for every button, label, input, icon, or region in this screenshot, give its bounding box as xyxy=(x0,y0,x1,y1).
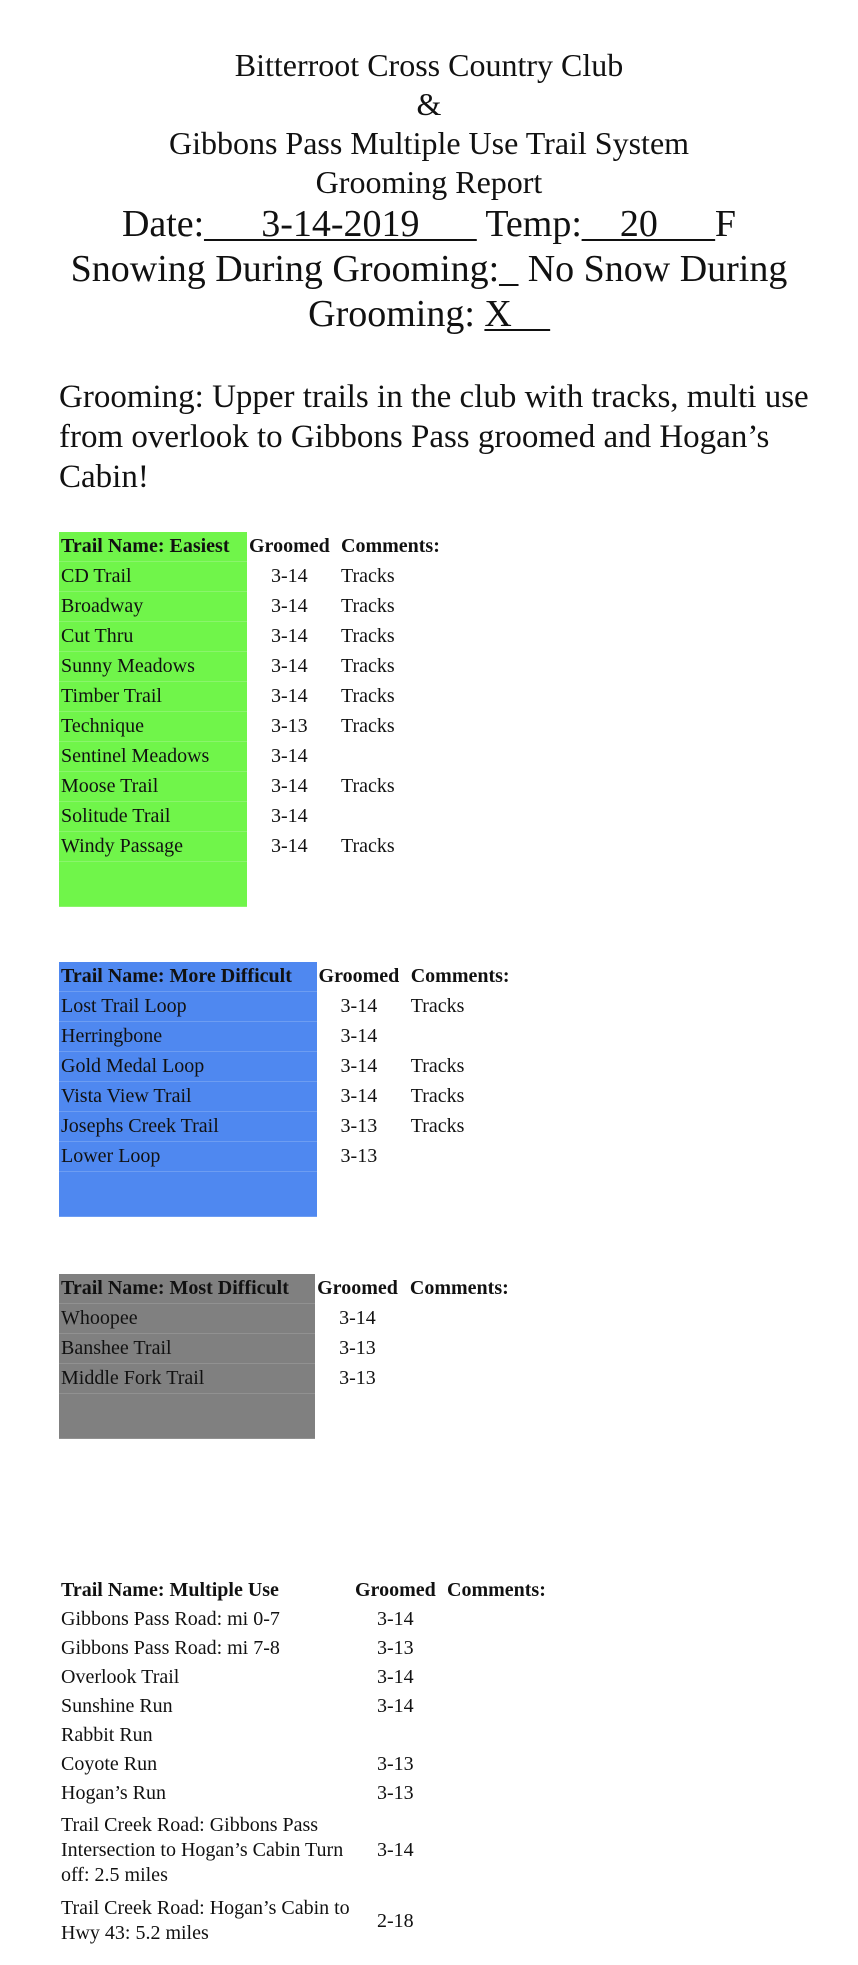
header-trail-name: Trail Name: More Difficult xyxy=(59,962,317,992)
trail-comment: Tracks xyxy=(410,1115,465,1137)
groomed-date: 3-14 xyxy=(271,685,308,707)
table-row xyxy=(59,1721,579,1750)
table-row xyxy=(59,1892,579,1950)
header-comments: Comments: xyxy=(447,1579,546,1601)
table-row xyxy=(59,562,479,592)
empty-cell xyxy=(59,862,247,907)
trail-comment xyxy=(445,1605,579,1634)
table-row xyxy=(59,1334,539,1364)
temp-unit: F xyxy=(714,203,737,245)
trail-comment xyxy=(408,1364,539,1394)
trail-comment: Tracks xyxy=(410,1085,465,1107)
table-row xyxy=(59,1692,579,1721)
trail-system-name: Gibbons Pass Multiple Use Trail System xyxy=(168,125,690,161)
trail-comment: Tracks xyxy=(341,655,395,677)
no-snow-value: X_ xyxy=(484,293,531,335)
trail-name: Trail Creek Road: Hogan’s Cabin to Hwy 43: 5.2 miles xyxy=(61,1897,350,1944)
table-row xyxy=(59,592,479,622)
table-row xyxy=(59,652,479,682)
trail-name: Whoopee xyxy=(59,1304,315,1334)
snowing-label: Snowing During Grooming: xyxy=(70,248,500,290)
snow-line xyxy=(0,247,858,292)
groomed-date: 3-14 xyxy=(377,1608,414,1630)
table-row xyxy=(59,992,539,1022)
groomed-date: 3-13 xyxy=(339,1337,376,1359)
table-header-row xyxy=(59,532,479,562)
date-temp-line xyxy=(0,202,858,247)
groomed-date: 3-13 xyxy=(377,1753,414,1775)
groomed-date: 3-14 xyxy=(271,625,308,647)
groomed-date: 3-14 xyxy=(271,805,308,827)
snowing-value: _ xyxy=(499,248,519,290)
header-trail-name: Trail Name: Easiest xyxy=(59,532,247,562)
groomed-date: 3-13 xyxy=(340,1145,378,1167)
most-difficult-trails-table xyxy=(59,1274,539,1439)
trail-comment xyxy=(409,1022,539,1052)
multiple-use-trails-table xyxy=(59,1576,579,1950)
groomed-date: 3-14 xyxy=(339,1307,376,1329)
trail-name: Sentinel Meadows xyxy=(59,742,247,772)
groomed-date: 3-14 xyxy=(377,1838,414,1861)
trail-name: Josephs Creek Trail xyxy=(59,1112,317,1142)
header-comments: Comments: xyxy=(410,965,510,988)
table-row xyxy=(59,1605,579,1634)
easiest-trails-table xyxy=(59,532,479,907)
groomed-date: 3-13 xyxy=(377,1637,414,1659)
trail-name: Rabbit Run xyxy=(61,1724,153,1746)
trail-comment xyxy=(445,1892,579,1950)
trail-comment xyxy=(408,1334,539,1364)
groomed-date: 3-14 xyxy=(271,835,308,857)
groomed-date: 3-14 xyxy=(377,1695,414,1717)
trail-name: Solitude Trail xyxy=(59,802,247,832)
trail-comment: Tracks xyxy=(341,595,395,617)
trail-name: Moose Trail xyxy=(59,772,247,802)
no-snow-line xyxy=(0,292,858,337)
table-row xyxy=(59,1750,579,1779)
no-snow-fill: _ xyxy=(530,293,550,335)
date-value: 3-14-2019 xyxy=(261,203,420,245)
table-row xyxy=(59,1052,539,1082)
trail-comment: Tracks xyxy=(341,565,395,587)
table-row xyxy=(59,1634,579,1663)
groomed-date: 3-13 xyxy=(377,1782,414,1804)
trail-comment xyxy=(409,1142,539,1172)
trail-name: Technique xyxy=(59,712,247,742)
table-row xyxy=(59,1022,539,1052)
club-name: Bitterroot Cross Country Club xyxy=(234,47,624,83)
trail-name: Vista View Trail xyxy=(59,1082,317,1112)
trail-name: Windy Passage xyxy=(59,832,247,862)
trail-comment xyxy=(445,1692,579,1721)
header-comments: Comments: xyxy=(409,1277,509,1300)
trail-comment: Tracks xyxy=(341,775,395,797)
groomed-date: 3-14 xyxy=(271,565,308,587)
table-row xyxy=(59,1142,539,1172)
no-snow-label: No Snow During xyxy=(527,248,788,290)
trail-comment xyxy=(445,1750,579,1779)
trail-comment: Tracks xyxy=(341,685,395,707)
groomed-date: 3-14 xyxy=(377,1666,414,1688)
date-fill-pre: ___ xyxy=(204,203,262,245)
table-row xyxy=(59,832,479,862)
more-difficult-trails-table xyxy=(59,962,539,1217)
header-comments: Comments: xyxy=(341,535,440,558)
groomed-date: 3-14 xyxy=(340,1085,378,1107)
header-groomed: Groomed xyxy=(317,1277,398,1300)
header-trail-name: Trail Name: Multiple Use xyxy=(61,1579,279,1601)
temp-label: Temp: xyxy=(485,203,582,245)
trail-name: Herringbone xyxy=(59,1022,317,1052)
groomed-date: 3-13 xyxy=(339,1367,376,1389)
table-row xyxy=(59,1304,539,1334)
temp-fill-pre: __ xyxy=(581,203,620,245)
trail-comment xyxy=(445,1721,579,1750)
table-row xyxy=(59,772,479,802)
header-groomed: Groomed xyxy=(249,535,330,558)
table-row xyxy=(59,1082,539,1112)
table-filler-row xyxy=(59,862,479,907)
groomed-date: 3-13 xyxy=(271,715,308,737)
groomed-date: 3-14 xyxy=(340,1025,378,1047)
grooming-summary: Grooming: Upper trails in the club with tracks, multi use from overlook to Gibbons Pass groomed and Hogan’s Cabin! xyxy=(59,379,809,495)
table-row xyxy=(59,1808,579,1892)
groomed-date: 3-14 xyxy=(271,655,308,677)
trail-comment xyxy=(339,802,479,832)
empty-cell xyxy=(59,1394,315,1439)
trail-name: Timber Trail xyxy=(59,682,247,712)
table-filler-row xyxy=(59,1394,539,1439)
table-filler-row xyxy=(59,1172,539,1217)
date-label: Date: xyxy=(121,203,205,245)
trail-name: Sunny Meadows xyxy=(59,652,247,682)
groomed-date: 3-14 xyxy=(340,995,378,1017)
trail-name: Overlook Trail xyxy=(61,1666,180,1688)
trail-comment xyxy=(445,1663,579,1692)
trail-comment xyxy=(408,1304,539,1334)
date-fill-post: ___ xyxy=(419,203,477,245)
trail-comment: Tracks xyxy=(341,835,395,857)
trail-comment: Tracks xyxy=(341,625,395,647)
trail-name: Gibbons Pass Road: mi 0-7 xyxy=(61,1608,280,1630)
trail-name: Gibbons Pass Road: mi 7-8 xyxy=(61,1637,280,1659)
no-snow-label-2: Grooming: xyxy=(308,293,475,335)
temp-value: 20 xyxy=(619,203,658,245)
groomed-date: 2-18 xyxy=(377,1909,414,1932)
groomed-date: 3-14 xyxy=(271,775,308,797)
table-row xyxy=(59,742,479,772)
trail-name: Lost Trail Loop xyxy=(59,992,317,1022)
trail-name: Gold Medal Loop xyxy=(59,1052,317,1082)
table-row xyxy=(59,682,479,712)
header-trail-name: Trail Name: Most Difficult xyxy=(59,1274,315,1304)
trail-name: Trail Creek Road: Gibbons Pass Intersection to Hogan’s Cabin Turn off: 2.5 miles xyxy=(61,1813,344,1886)
trail-name: Coyote Run xyxy=(61,1753,158,1775)
temp-fill-post: ___ xyxy=(657,203,715,245)
trail-name: Lower Loop xyxy=(59,1142,317,1172)
table-row xyxy=(59,622,479,652)
trail-name: Cut Thru xyxy=(59,622,247,652)
report-title: Grooming Report xyxy=(315,164,543,200)
trail-name: Hogan’s Run xyxy=(61,1782,166,1804)
trail-comment: Tracks xyxy=(341,715,395,737)
trail-comment: Tracks xyxy=(410,995,465,1017)
trail-name: CD Trail xyxy=(59,562,247,592)
table-row xyxy=(59,1663,579,1692)
header-groomed: Groomed xyxy=(318,965,400,988)
table-header-row xyxy=(59,962,539,992)
trail-comment xyxy=(445,1779,579,1808)
header-groomed: Groomed xyxy=(355,1579,436,1601)
groomed-date: 3-14 xyxy=(271,595,308,617)
table-row xyxy=(59,1364,539,1394)
groomed-date: 3-14 xyxy=(271,745,308,767)
ampersand: & xyxy=(416,86,442,122)
empty-cell xyxy=(59,1172,317,1217)
table-header-row xyxy=(59,1274,539,1304)
report-header xyxy=(0,46,858,337)
trail-comment xyxy=(339,742,479,772)
table-row xyxy=(59,1112,539,1142)
table-row xyxy=(59,802,479,832)
table-header-row xyxy=(59,1576,579,1605)
trail-name: Middle Fork Trail xyxy=(59,1364,315,1394)
groomed-date: 3-13 xyxy=(340,1115,378,1137)
trail-comment: Tracks xyxy=(410,1055,465,1077)
table-row xyxy=(59,1779,579,1808)
table-row xyxy=(59,712,479,742)
groomed-date: 3-14 xyxy=(340,1055,378,1077)
trail-comment xyxy=(445,1634,579,1663)
trail-name: Sunshine Run xyxy=(61,1695,173,1717)
trail-name: Broadway xyxy=(59,592,247,622)
trail-comment xyxy=(445,1808,579,1892)
groomed-date xyxy=(353,1721,445,1750)
trail-name: Banshee Trail xyxy=(59,1334,315,1364)
